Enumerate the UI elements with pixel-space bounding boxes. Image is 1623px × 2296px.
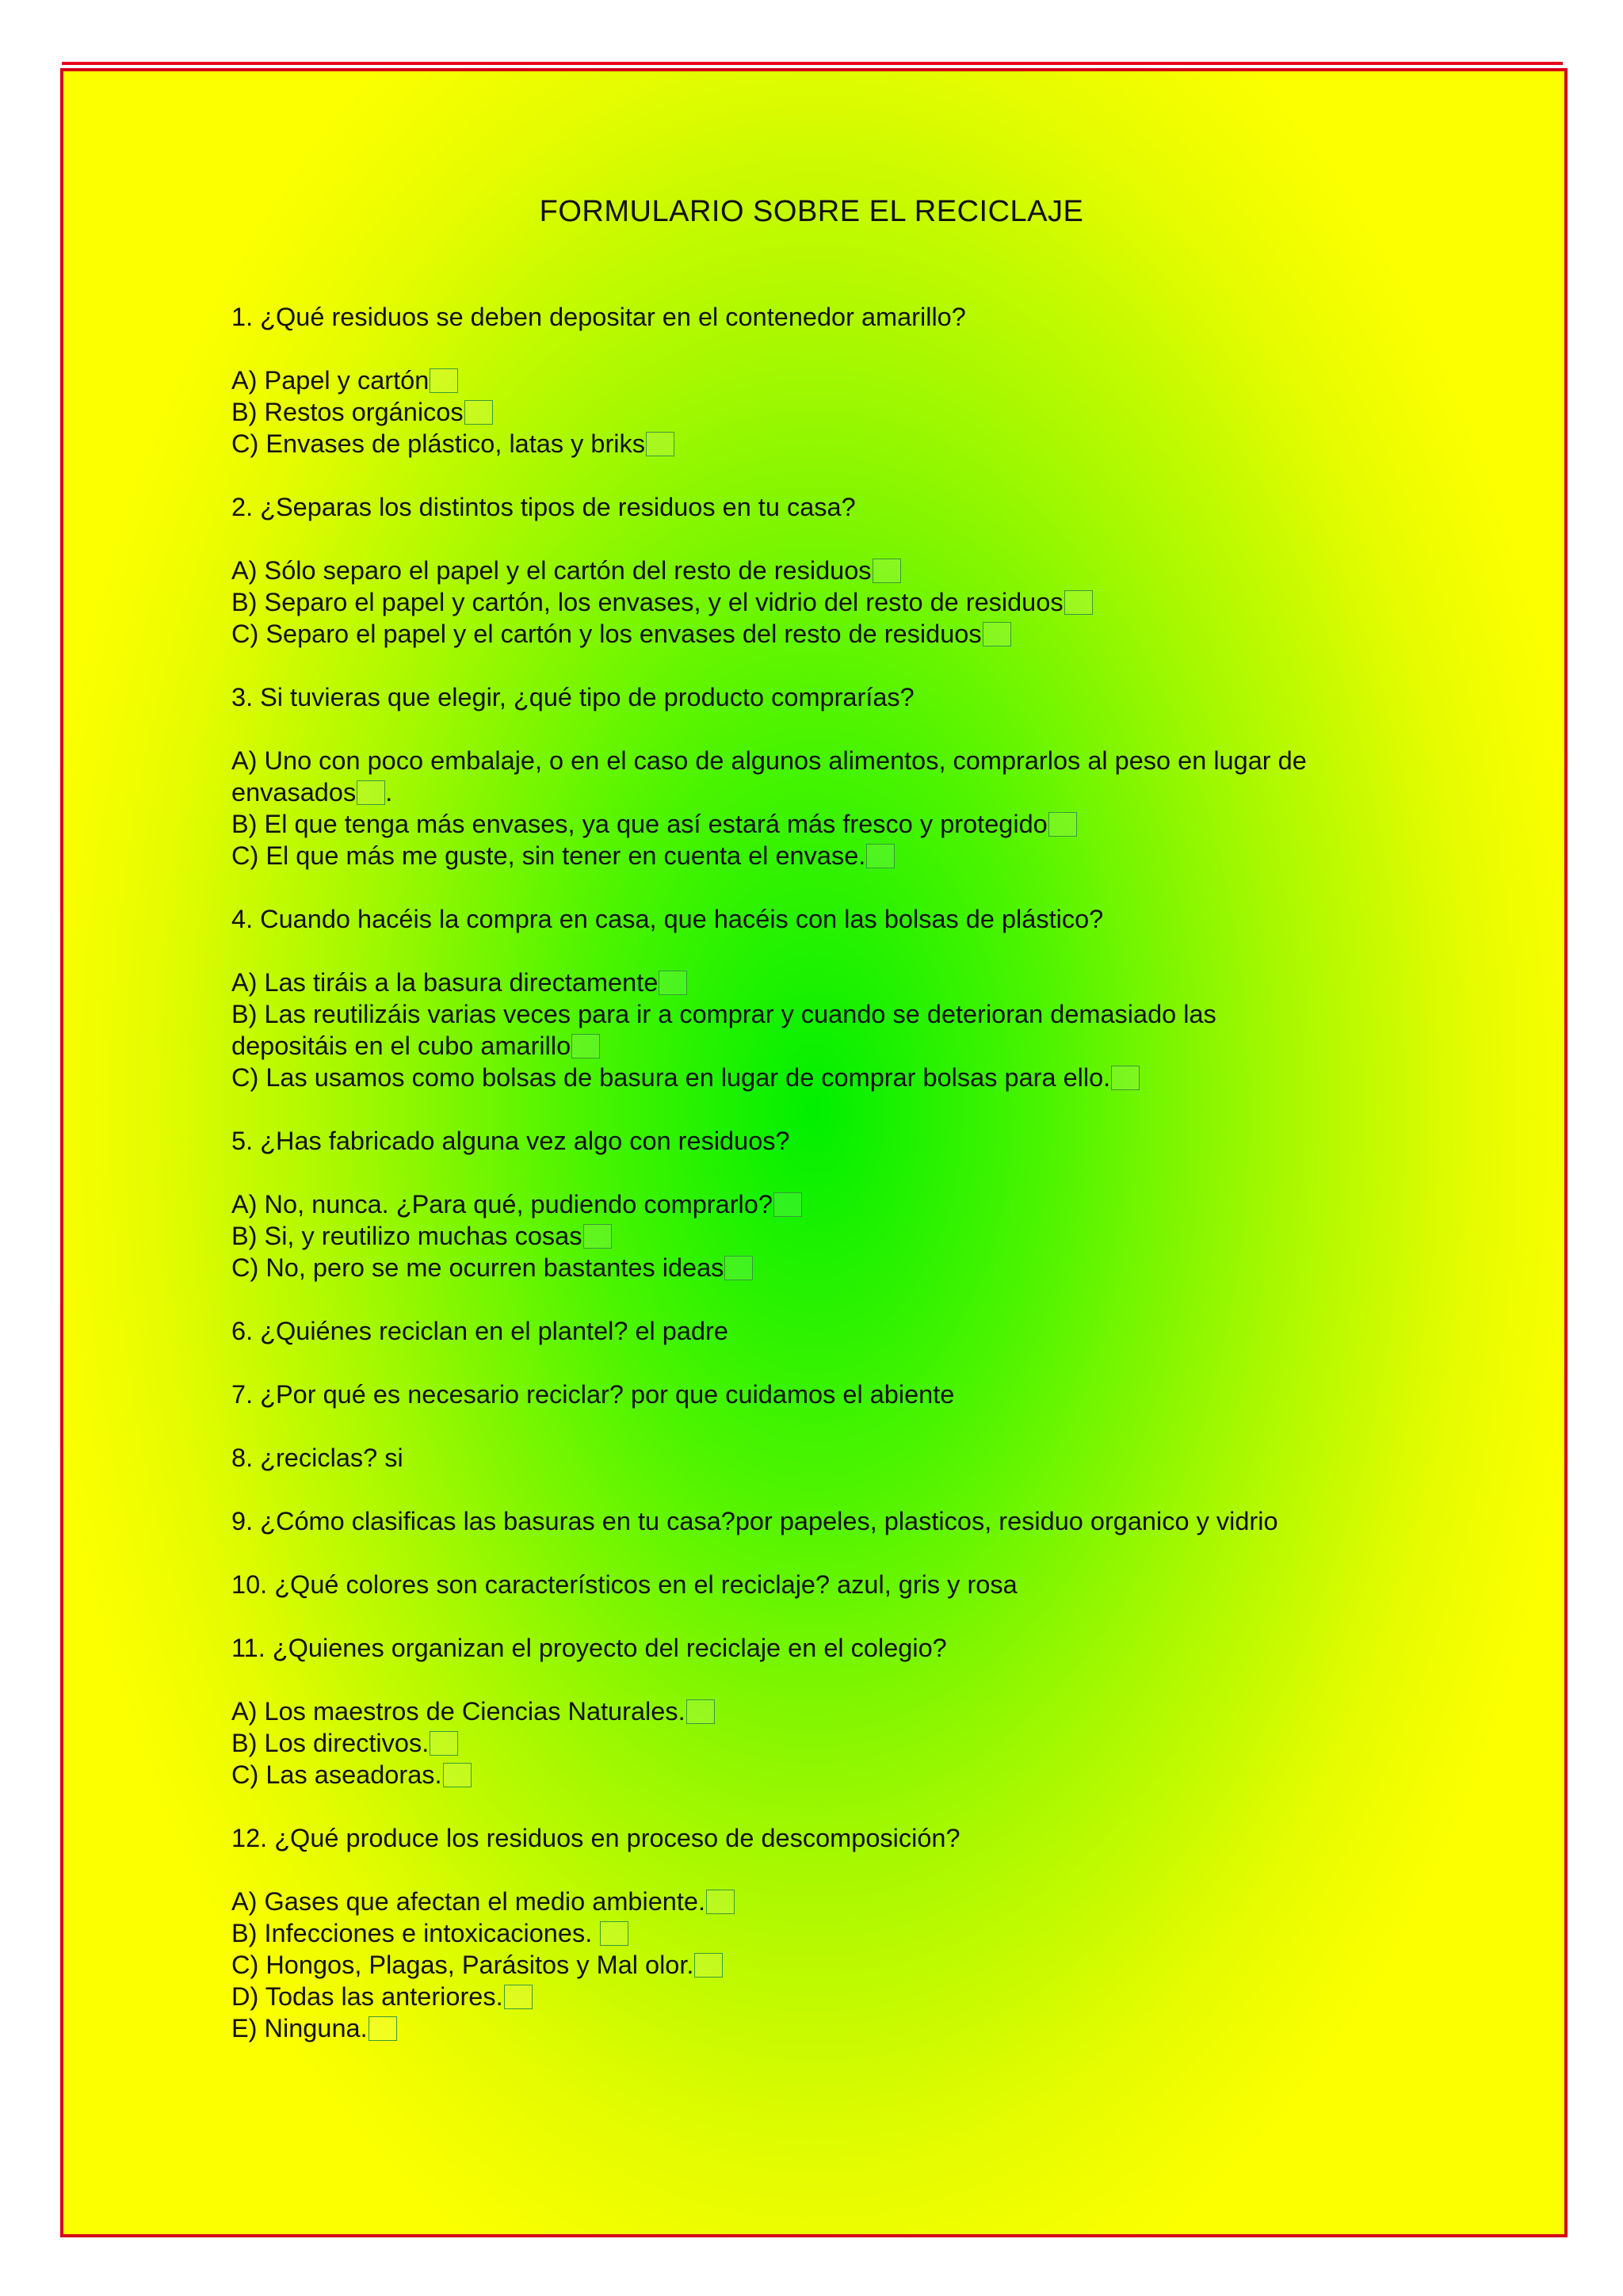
top-red-rule (62, 62, 1563, 65)
question-11-text: 11. ¿Quienes organizan el proyecto del reciclaje en el colegio? (231, 1634, 947, 1662)
option-4c (231, 1062, 1396, 1093)
option-12b (231, 1917, 1396, 1949)
option-11b-checkbox[interactable] (430, 1731, 458, 1756)
option-12c-checkbox[interactable] (694, 1953, 723, 1978)
option-12a (231, 1886, 1396, 1917)
option-3b-label: B) El que tenga más envases, ya que así estará más fresco y protegido (231, 810, 1048, 838)
option-5c (231, 1252, 1396, 1283)
option-2a-checkbox[interactable] (873, 559, 901, 583)
option-5a-checkbox[interactable] (773, 1192, 802, 1217)
option-2b (231, 586, 1396, 618)
option-4b (231, 998, 1396, 1030)
option-2c-checkbox[interactable] (983, 622, 1011, 646)
question-4-options (231, 967, 1396, 1093)
question-5-options (231, 1188, 1396, 1283)
option-11a-checkbox[interactable] (686, 1699, 715, 1724)
question-3-options (231, 745, 1396, 871)
option-12b-label: B) Infecciones e intoxicaciones. (231, 1919, 600, 1947)
question-4 (231, 903, 1396, 1093)
option-2c-label: C) Separo el papel y el cartón y los envases del resto de residuos (231, 620, 982, 648)
question-6-text: 6. ¿Quiénes reciclan en el plantel? el padre (231, 1317, 728, 1345)
option-3c-label: C) El que más me guste, sin tener en cuenta el envase. (231, 841, 866, 870)
question-12 (231, 1822, 1396, 2044)
question-11 (231, 1632, 1396, 1791)
option-12e-checkbox[interactable] (369, 2016, 397, 2041)
option-4a-checkbox[interactable] (659, 971, 687, 995)
option-4c-label: C) Las usamos como bolsas de basura en lugar de comprar bolsas para ello. (231, 1063, 1111, 1092)
option-1b-label: B) Restos orgánicos (231, 398, 464, 426)
question-12-text: 12. ¿Qué produce los residuos en proceso de descomposición? (231, 1824, 960, 1852)
option-1c-checkbox[interactable] (646, 432, 674, 456)
question-9-text: 9. ¿Cómo clasificas las basuras en tu casa?por papeles, plasticos, residuo organico y vidrio (231, 1507, 1278, 1535)
option-1b-checkbox[interactable] (464, 400, 493, 425)
question-1-options (231, 364, 1396, 460)
question-10-text: 10. ¿Qué colores son característicos en el reciclaje? azul, gris y rosa (231, 1570, 1018, 1599)
option-5a (231, 1188, 1396, 1220)
option-4b-checkbox[interactable] (571, 1034, 600, 1058)
option-3a (231, 745, 1396, 776)
option-1a-checkbox[interactable] (430, 368, 458, 393)
option-1c-label: C) Envases de plástico, latas y briks (231, 429, 646, 458)
option-11b (231, 1727, 1396, 1759)
option-4a-label: A) Las tiráis a la basura directamente (231, 968, 659, 997)
question-2 (231, 491, 1396, 650)
option-3a-tail: . (385, 778, 393, 807)
question-3-text: 3. Si tuvieras que elegir, ¿qué tipo de producto comprarías? (231, 683, 915, 711)
option-12a-checkbox[interactable] (706, 1890, 735, 1914)
question-8-text: 8. ¿reciclas? si (231, 1444, 403, 1472)
form-body (231, 301, 1396, 2076)
option-2a-label: A) Sólo separo el papel y el cartón del resto de residuos (231, 556, 872, 585)
question-1-text: 1. ¿Qué residuos se deben depositar en el contenedor amarillo? (231, 303, 966, 331)
option-12e (231, 2012, 1396, 2044)
option-4b-label-line2: depositáis en el cubo amarillo (231, 1032, 571, 1060)
question-2-text: 2. ¿Separas los distintos tipos de residuos en tu casa? (231, 493, 856, 521)
option-12d (231, 1981, 1396, 2012)
question-5 (231, 1125, 1396, 1283)
option-3c (231, 840, 1396, 871)
option-3a-label-line2: envasados (231, 778, 357, 807)
page-title: FORMULARIO SOBRE EL RECICLAJE (539, 195, 1084, 228)
option-3b-checkbox[interactable] (1048, 812, 1077, 837)
option-12c (231, 1949, 1396, 1981)
option-11a (231, 1695, 1396, 1727)
question-12-options (231, 1886, 1396, 2044)
option-12e-label: E) Ninguna. (231, 2014, 368, 2042)
option-12c-label: C) Hongos, Plagas, Parásitos y Mal olor. (231, 1951, 694, 1979)
option-12b-checkbox[interactable] (600, 1921, 628, 1946)
option-5b-label: B) Si, y reutilizo muchas cosas (231, 1222, 582, 1250)
option-2a (231, 555, 1396, 586)
question-11-options (231, 1695, 1396, 1791)
option-5c-checkbox[interactable] (724, 1256, 753, 1280)
option-1b (231, 396, 1396, 428)
option-5a-label: A) No, nunca. ¿Para qué, pudiendo comprarlo? (231, 1190, 773, 1219)
question-1 (231, 301, 1396, 460)
option-1a (231, 364, 1396, 396)
option-3a-label-line1: A) Uno con poco embalaje, o en el caso de algunos alimentos, comprarlos al peso en lugar de (231, 746, 1307, 775)
option-2c (231, 618, 1396, 650)
option-12a-label: A) Gases que afectan el medio ambiente. (231, 1887, 705, 1916)
option-5b-checkbox[interactable] (583, 1224, 612, 1249)
option-3c-checkbox[interactable] (866, 844, 895, 868)
option-1a-label: A) Papel y cartón (231, 366, 430, 395)
option-5b (231, 1220, 1396, 1252)
option-4b-label-line1: B) Las reutilizáis varias veces para ir a comprar y cuando se deterioran demasiado las (231, 1000, 1216, 1028)
option-3a-checkbox[interactable] (357, 780, 385, 805)
question-5-text: 5. ¿Has fabricado alguna vez algo con residuos? (231, 1127, 790, 1155)
option-11c-label: C) Las aseadoras. (231, 1760, 442, 1789)
option-12d-label: D) Todas las anteriores. (231, 1982, 503, 2011)
option-2b-checkbox[interactable] (1064, 590, 1093, 615)
option-11c (231, 1759, 1396, 1791)
option-4c-checkbox[interactable] (1111, 1066, 1140, 1090)
option-5c-label: C) No, pero se me ocurren bastantes ideas (231, 1253, 724, 1282)
question-3 (231, 681, 1396, 871)
option-11c-checkbox[interactable] (443, 1763, 472, 1787)
option-3a-cont (231, 776, 1396, 808)
option-2b-label: B) Separo el papel y cartón, los envases, y el vidrio del resto de residuos (231, 588, 1064, 616)
option-4b-cont (231, 1030, 1396, 1062)
option-11a-label: A) Los maestros de Ciencias Naturales. (231, 1697, 685, 1726)
option-1c (231, 428, 1396, 460)
option-12d-checkbox[interactable] (504, 1985, 533, 2009)
question-2-options (231, 555, 1396, 650)
question-7-text: 7. ¿Por qué es necesario reciclar? por que cuidamos el abiente (231, 1380, 955, 1409)
question-4-text: 4. Cuando hacéis la compra en casa, que hacéis con las bolsas de plástico? (231, 905, 1104, 933)
option-11b-label: B) Los directivos. (231, 1729, 430, 1757)
option-4a (231, 967, 1396, 998)
option-3b (231, 808, 1396, 840)
